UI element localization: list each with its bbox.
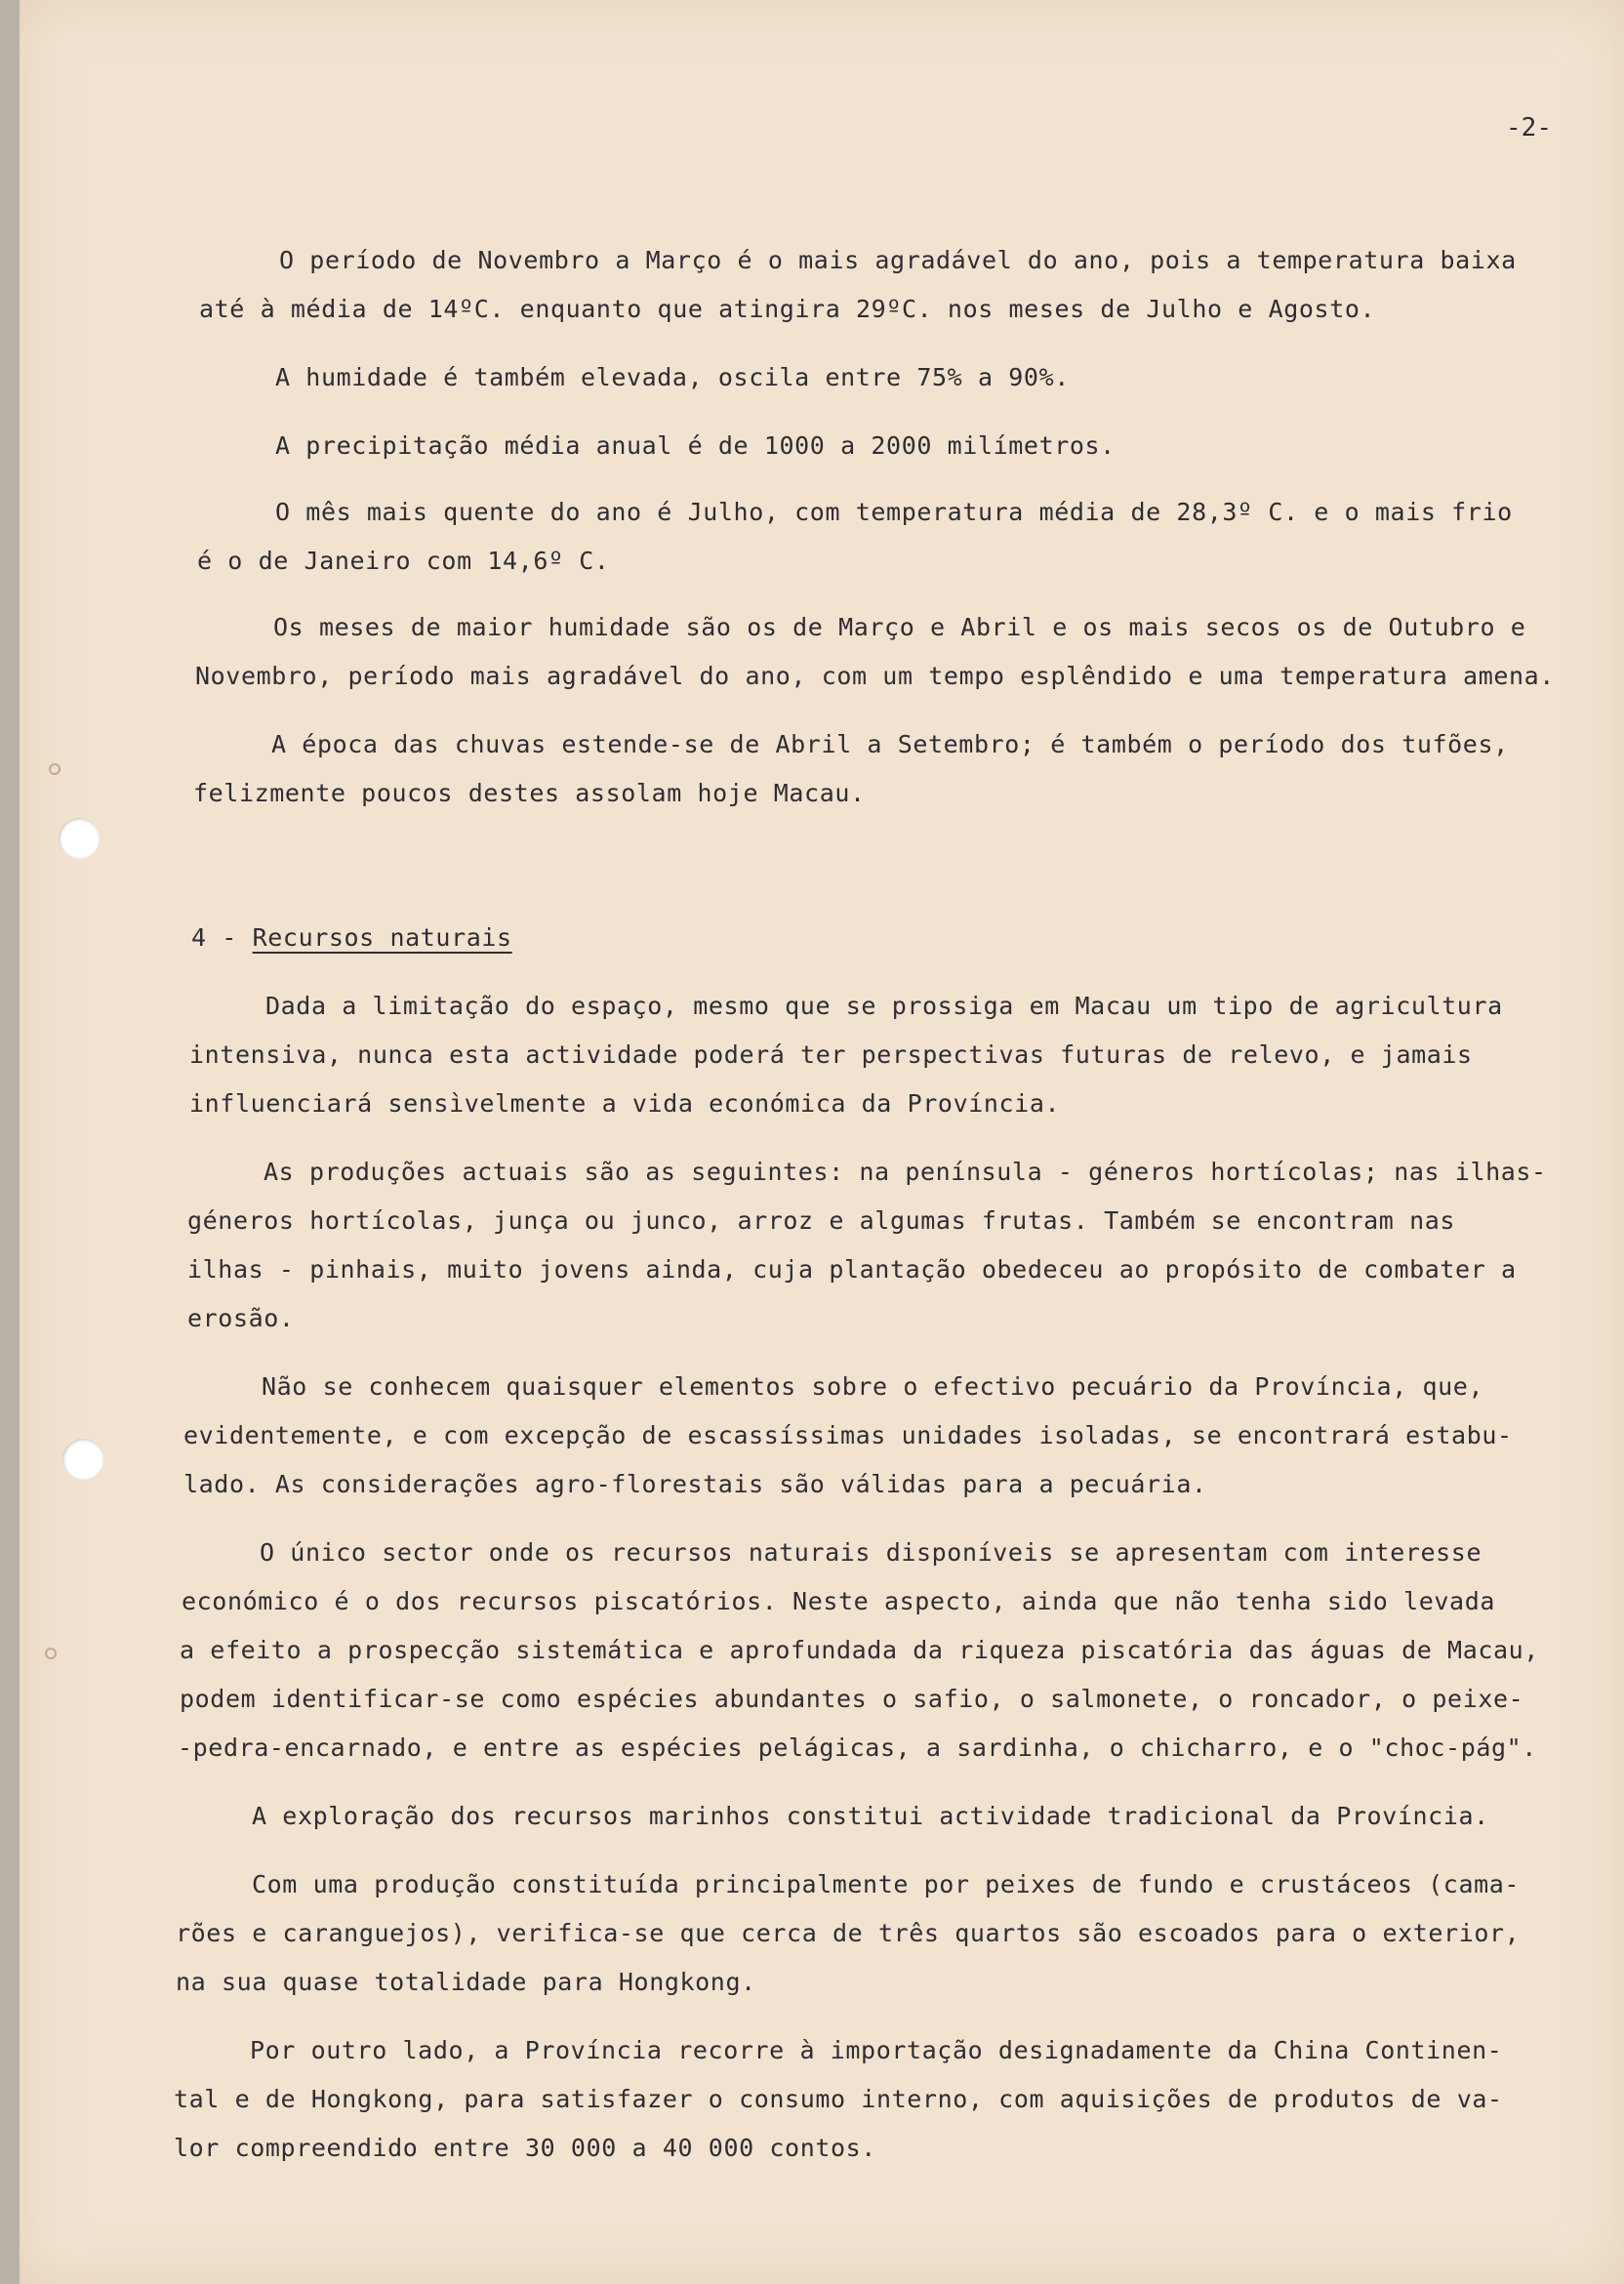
punch-hole	[59, 818, 100, 859]
text-line: rões e caranguejos), verifica-se que cerca de três quartos são escoados para o exterior,	[176, 1919, 1521, 1947]
text-line: O período de Novembro a Março é o mais agradável do ano, pois a temperatura baixa	[279, 246, 1517, 274]
punch-hole	[62, 1439, 103, 1480]
text-line: O mês mais quente do ano é Julho, com temperatura média de 28,3º C. e o mais frio	[275, 498, 1513, 526]
text-line: intensiva, nunca esta actividade poderá ter perspectivas futuras de relevo, e jamais	[189, 1040, 1473, 1069]
text-line: erosão.	[187, 1304, 295, 1332]
text-line: -pedra-encarnado, e entre as espécies pelágicas, a sardinha, o chicharro, e o "choc-pág".	[178, 1733, 1537, 1762]
text-line: Os meses de maior humidade são os de Março e Abril e os mais secos os de Outubro e	[273, 613, 1526, 641]
text-line: A exploração dos recursos marinhos constitui actividade tradicional da Província.	[252, 1802, 1489, 1830]
paper-mark	[45, 1648, 57, 1659]
text-line: Com uma produção constituída principalmente por peixes de fundo e crustáceos (cama-	[252, 1870, 1521, 1898]
text-line: ilhas - pinhais, muito jovens ainda, cuja plantação obedeceu ao propósito de combater a	[187, 1255, 1517, 1284]
text-line: felizmente poucos destes assolam hoje Macau.	[193, 779, 866, 807]
section-title: Recursos naturais	[252, 923, 512, 952]
text-line: lor compreendido entre 30 000 a 40 000 contos.	[174, 2134, 876, 2162]
text-line: até à média de 14ºC. enquanto que atingira 29ºC. nos meses de Julho e Agosto.	[199, 295, 1376, 323]
text-line: O único sector onde os recursos naturais disponíveis se apresentam com interesse	[260, 1538, 1482, 1567]
text-line: A precipitação média anual é de 1000 a 2000 milímetros.	[275, 431, 1116, 460]
paper-mark	[49, 763, 61, 775]
text-line: lado. As considerações agro-florestais são válidas para a pecuária.	[183, 1470, 1207, 1498]
text-line: A época das chuvas estende-se de Abril a Setembro; é também o período dos tufões,	[271, 730, 1509, 758]
text-line: evidentemente, e com excepção de escassíssimas unidades isoladas, se encontrará estabu-	[183, 1421, 1513, 1449]
text-line: Dada a limitação do espaço, mesmo que se prossiga em Macau um tipo de agricultura	[265, 992, 1503, 1020]
text-line: Não se conhecem quaisquer elementos sobre o efectivo pecuário da Província, que,	[262, 1372, 1484, 1401]
text-line: géneros hortícolas, junça ou junco, arroz e algumas frutas. Também se encontram nas	[187, 1206, 1456, 1235]
text-line: na sua quase totalidade para Hongkong.	[176, 1968, 756, 1996]
text-line: podem identificar-se como espécies abundantes o safio, o salmonete, o roncador, o peixe-	[180, 1685, 1524, 1713]
text-line: tal e de Hongkong, para satisfazer o consumo interno, com aquisições de produtos de va-	[174, 2085, 1503, 2113]
text-line: As produções actuais são as seguintes: na península - géneros hortícolas; nas ilhas-	[264, 1158, 1547, 1186]
document-page	[20, 0, 1624, 2284]
text-line: a efeito a prospecção sistemática e aprofundada da riqueza piscatória das águas de Macau,	[180, 1636, 1539, 1664]
page-number: -2-	[1506, 113, 1552, 143]
text-line: Novembro, período mais agradável do ano, com um tempo esplêndido e uma temperatura amena.	[195, 662, 1555, 690]
section-heading	[191, 923, 512, 952]
text-line: Por outro lado, a Província recorre à importação designadamente da China Continen-	[250, 2036, 1503, 2064]
section-number: 4 -	[191, 923, 253, 952]
text-line: económico é o dos recursos piscatórios. Neste aspecto, ainda que não tenha sido levada	[182, 1587, 1496, 1615]
text-line: é o de Janeiro com 14,6º C.	[197, 547, 610, 575]
text-line: influenciará sensìvelmente a vida económica da Província.	[189, 1089, 1061, 1118]
text-line: A humidade é também elevada, oscila entre 75% a 90%.	[275, 363, 1070, 391]
